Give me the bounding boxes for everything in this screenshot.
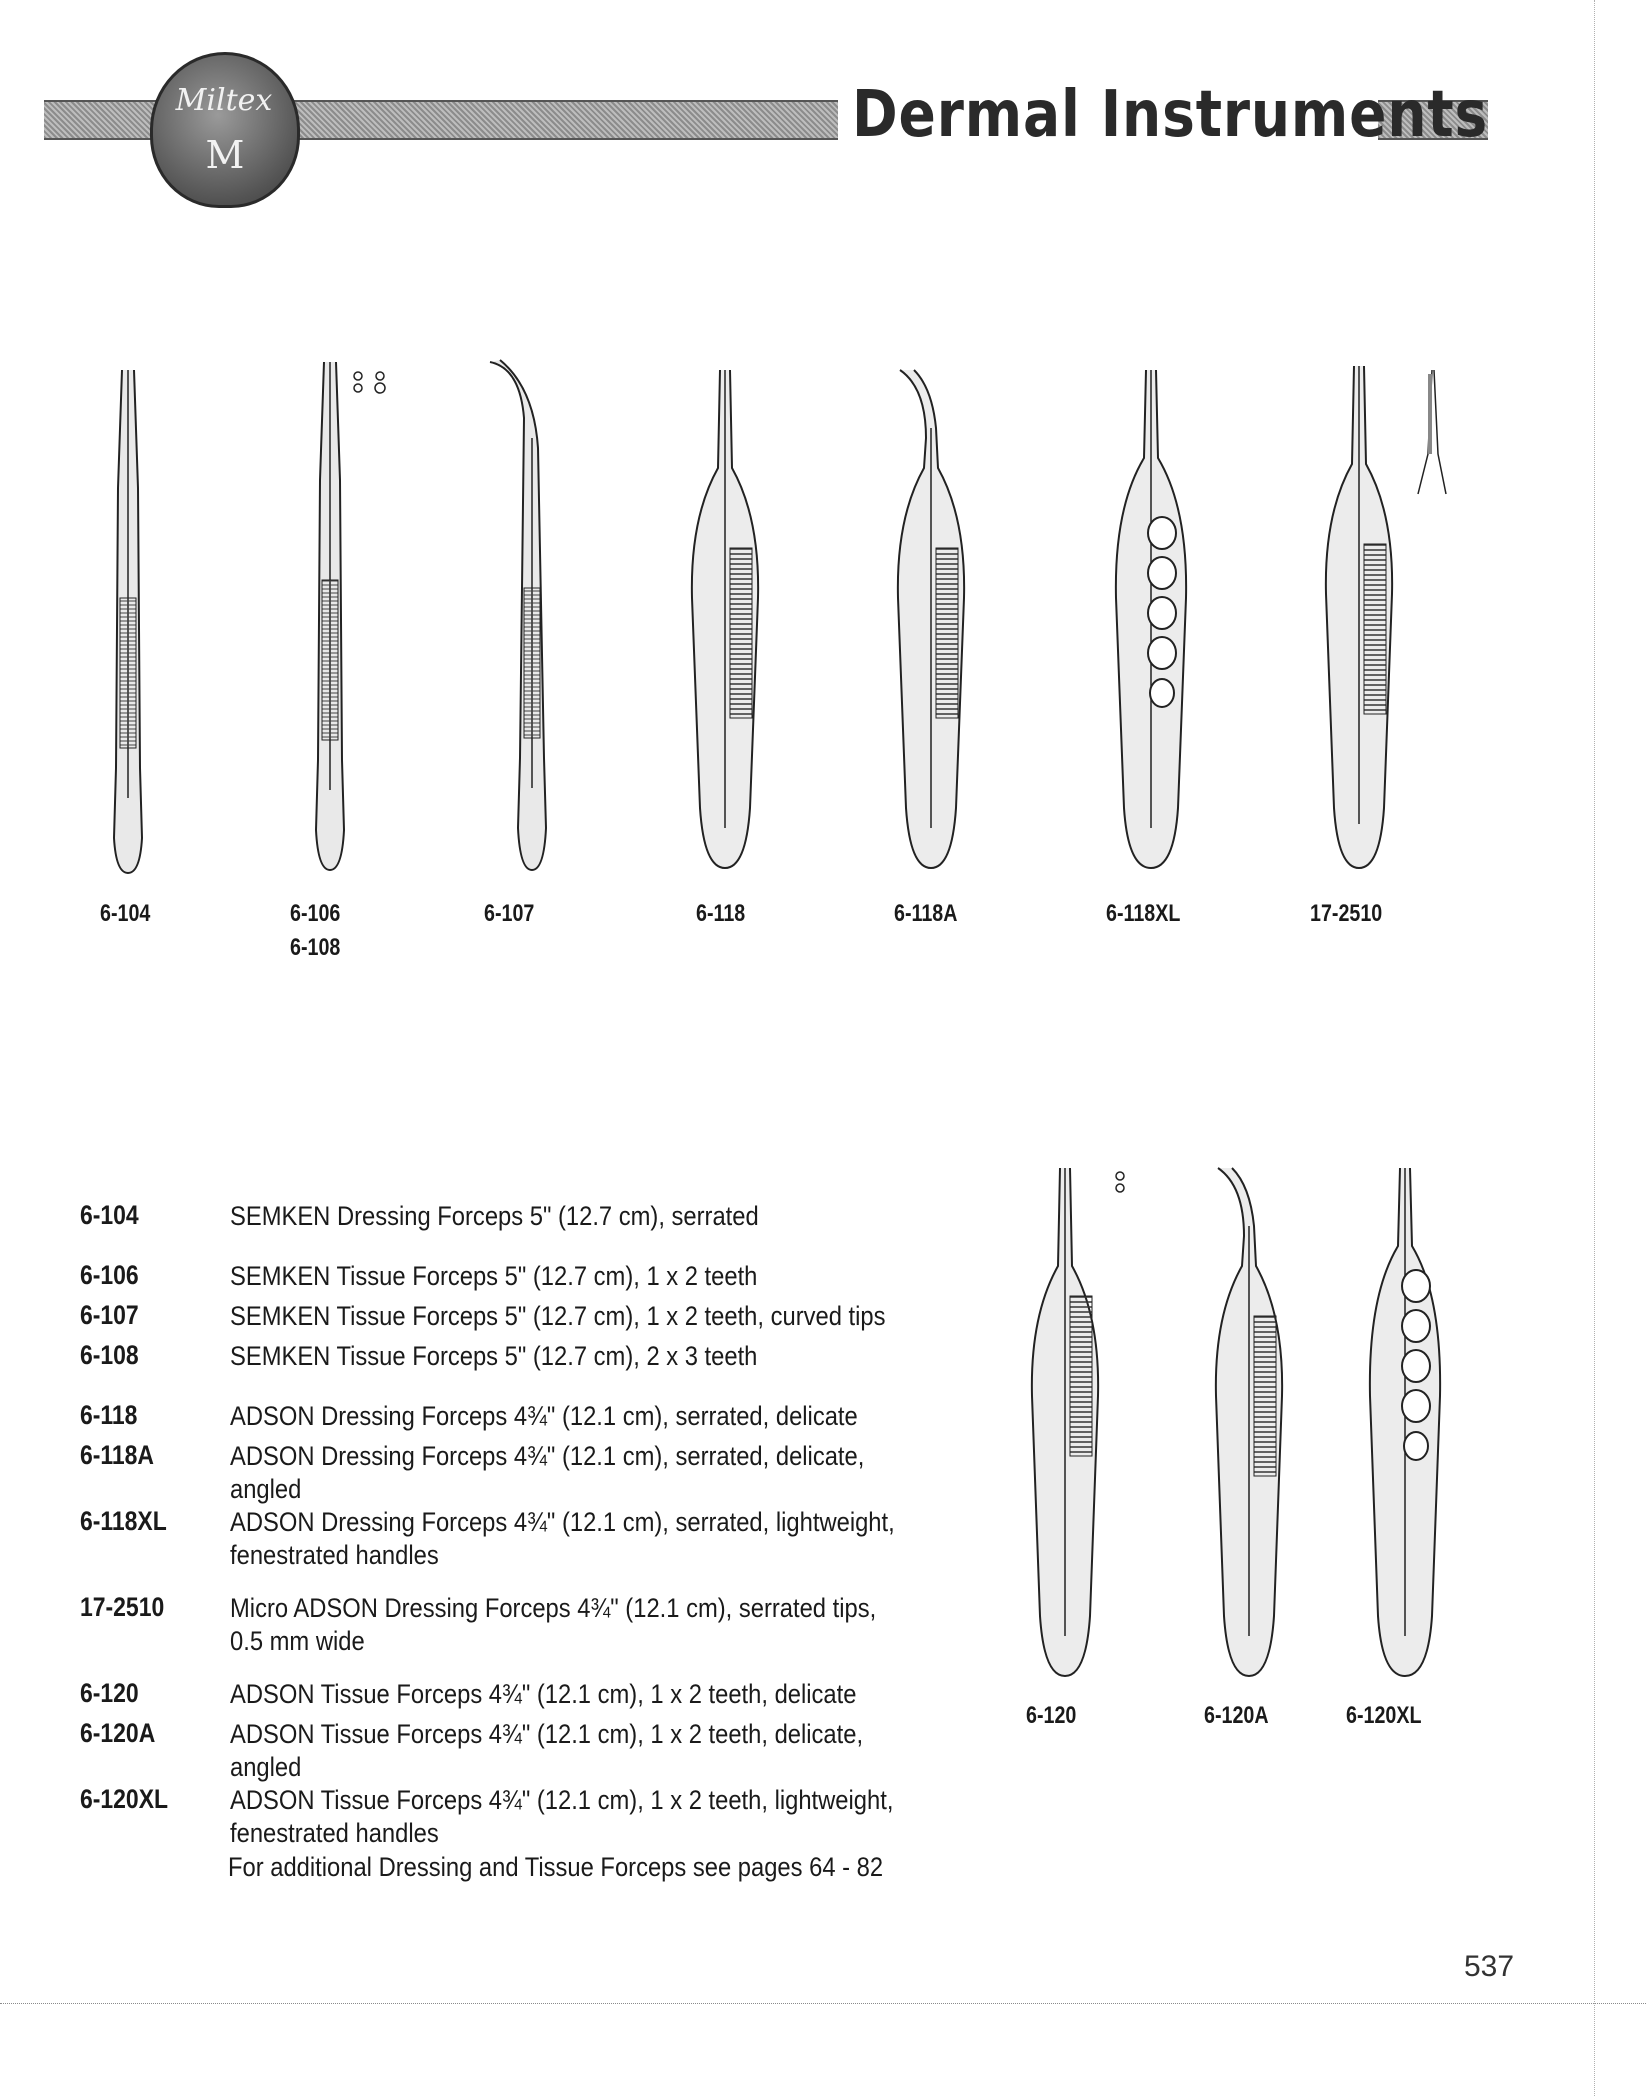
instrument-6-118XL-illustration [1106, 368, 1196, 878]
catalog-code: 6-107 [80, 1300, 139, 1330]
instrument-label: 17-2510 [1310, 900, 1383, 927]
catalog-code: 6-120XL [80, 1784, 169, 1814]
instrument-6-120A-illustration [1198, 1166, 1298, 1686]
catalog-row [80, 1506, 1000, 1572]
instrument-6-120XL-illustration [1360, 1166, 1450, 1686]
header-band-left [44, 100, 156, 140]
catalog-description: ADSON Tissue Forceps 4¾" (12.1 cm), 1 x 2 teeth, delicate [230, 1679, 857, 1709]
instrument-label: 6-118 [696, 900, 746, 927]
catalog-code: 6-118XL [80, 1506, 167, 1536]
instrument-6-104-illustration [104, 368, 152, 878]
catalog-code: 6-106 [80, 1260, 139, 1290]
catalog-code: 6-108 [80, 1340, 139, 1370]
instrument-label: 6-118XL [1106, 900, 1181, 927]
miltex-logo [150, 52, 300, 208]
catalog-row [80, 1440, 1000, 1506]
catalog-code: 6-120A [80, 1718, 156, 1748]
catalog-row [80, 1340, 1000, 1380]
instrument-label: 6-120 [1026, 1702, 1077, 1729]
catalog-list [80, 1200, 1000, 1850]
catalog-description: ADSON Dressing Forceps 4¾" (12.1 cm), serrated, delicate [230, 1401, 858, 1431]
catalog-row [80, 1400, 1000, 1440]
catalog-row [80, 1718, 1000, 1784]
instrument-label: 6-106 [290, 900, 341, 927]
catalog-row [80, 1592, 1000, 1658]
cross-reference-note: For additional Dressing and Tissue Forceps see pages 64 - 82 [228, 1852, 884, 1882]
catalog-code: 6-120 [80, 1678, 139, 1708]
page-number: 537 [1464, 1950, 1515, 1983]
logo-script-text: Miltex [175, 83, 273, 118]
instrument-label: 6-104 [100, 900, 151, 927]
instrument-6-118-illustration [680, 368, 770, 878]
instrument-17-2510-illustration [1314, 364, 1464, 878]
catalog-code: 17-2510 [80, 1592, 165, 1622]
catalog-row [80, 1260, 1000, 1300]
instrument-6-106-illustration [306, 360, 396, 880]
catalog-description: ADSON Dressing Forceps 4¾" (12.1 cm), serrated, lightweight, fenestrated handles [230, 1507, 895, 1570]
catalog-description: ADSON Tissue Forceps 4¾" (12.1 cm), 1 x 2 teeth, lightweight, fenestrated handles [230, 1785, 894, 1848]
catalog-description: SEMKEN Tissue Forceps 5" (12.7 cm), 1 x 2 teeth [230, 1261, 758, 1291]
catalog-row [80, 1678, 1000, 1718]
catalog-row [80, 1300, 1000, 1340]
catalog-description: SEMKEN Dressing Forceps 5" (12.7 cm), serrated [230, 1201, 759, 1231]
instrument-6-120-illustration [1020, 1166, 1150, 1686]
catalog-description: SEMKEN Tissue Forceps 5" (12.7 cm), 2 x 3 teeth [230, 1341, 758, 1371]
instrument-label: 6-118A [894, 900, 958, 927]
catalog-code: 6-118A [80, 1440, 155, 1470]
catalog-description: ADSON Tissue Forceps 4¾" (12.1 cm), 1 x 2 teeth, delicate, angled [230, 1719, 864, 1782]
catalog-code: 6-104 [80, 1200, 139, 1230]
instrument-label: 6-107 [484, 900, 535, 927]
catalog-description: SEMKEN Tissue Forceps 5" (12.7 cm), 1 x 2 teeth, curved tips [230, 1301, 886, 1331]
catalog-row [80, 1784, 1000, 1850]
page-title: Dermal Instruments [852, 78, 1489, 152]
header-band-middle [290, 100, 838, 140]
catalog-code: 6-118 [80, 1400, 138, 1430]
instrument-label: 6-120A [1204, 1702, 1269, 1729]
catalog-row [80, 1200, 1000, 1240]
instrument-label: 6-120XL [1346, 1702, 1422, 1729]
instrument-label: 6-108 [290, 934, 341, 961]
catalog-description: ADSON Dressing Forceps 4¾" (12.1 cm), serrated, delicate, angled [230, 1441, 865, 1504]
catalog-description: Micro ADSON Dressing Forceps 4¾" (12.1 cm), serrated tips, 0.5 mm wide [230, 1593, 877, 1656]
bottom-dotted-rule [0, 2003, 1646, 2004]
right-dotted-rule [1594, 0, 1595, 2096]
instrument-6-118A-illustration [880, 368, 980, 878]
instrument-6-107-illustration [480, 358, 560, 878]
logo-letter: M [205, 133, 245, 177]
